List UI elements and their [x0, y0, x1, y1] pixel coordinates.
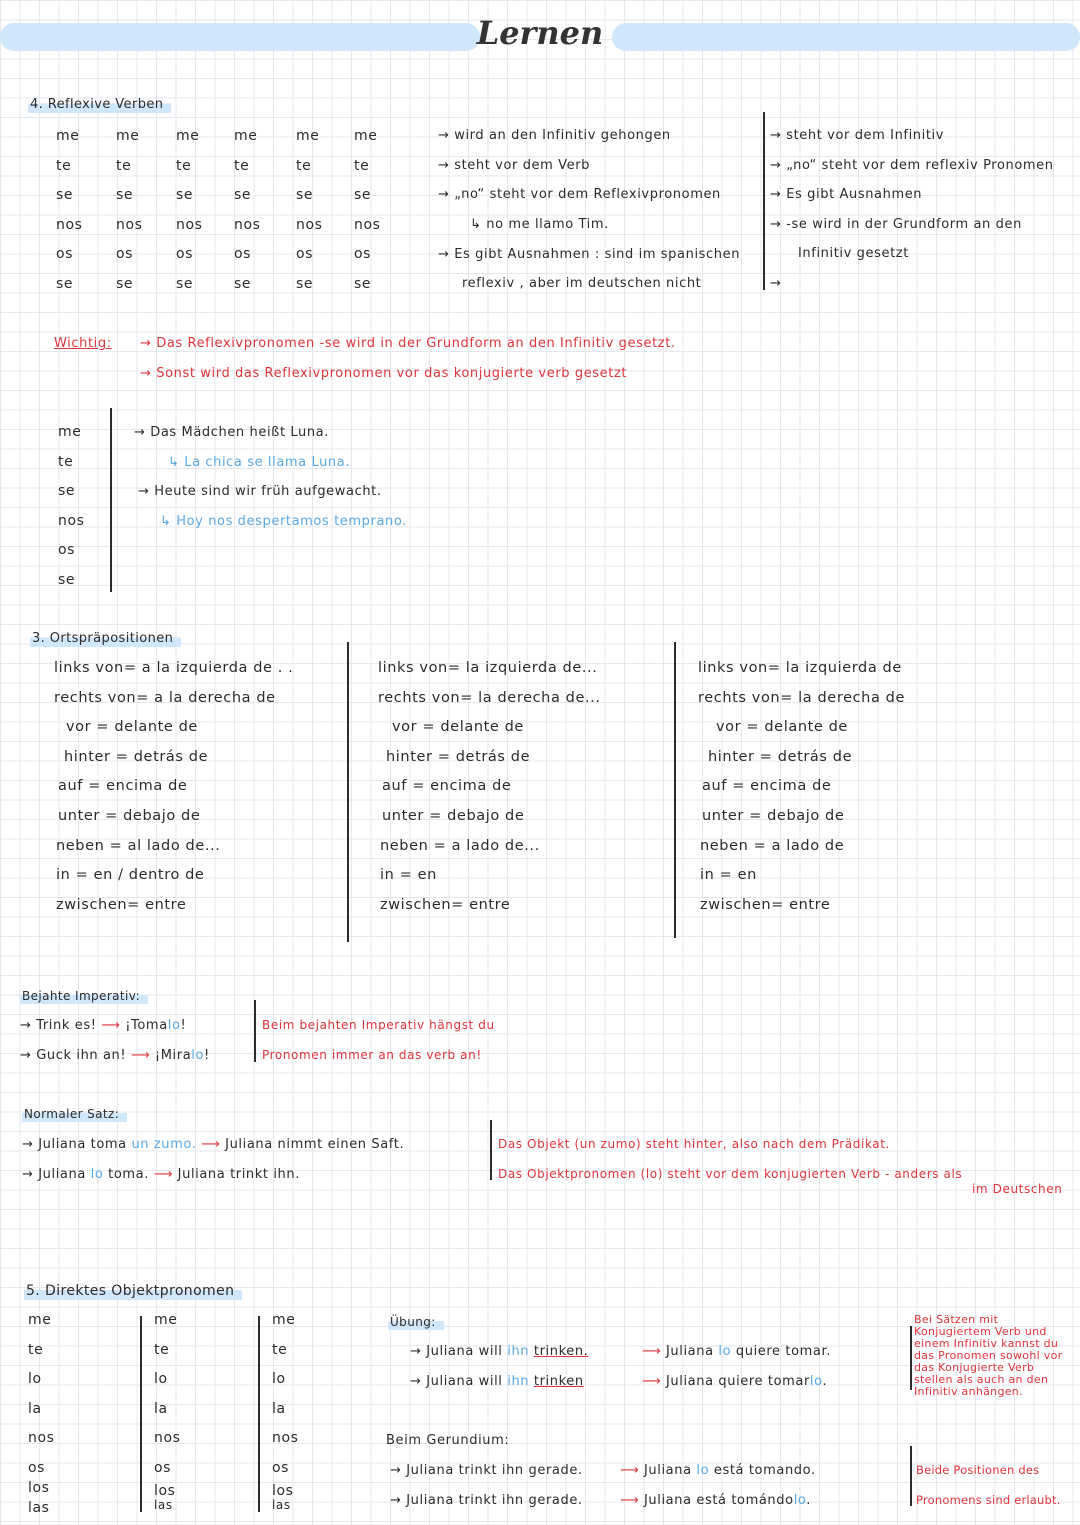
- orts-row: auf = encima de: [702, 778, 832, 795]
- normal-line-1: → Juliana toma un zumo. ⟶ Juliana nimmt einen Saft.: [22, 1137, 405, 1152]
- arrow-right-icon: →: [770, 276, 782, 291]
- pronoun: me: [354, 128, 378, 144]
- arrow-return-icon: ↳: [470, 217, 487, 232]
- gerund-divider: [910, 1446, 912, 1506]
- banner-right: [612, 23, 1080, 51]
- pronoun: los: [272, 1482, 294, 1499]
- orts-row: links von= la izquierda de...: [378, 660, 598, 676]
- pronoun: nos: [272, 1430, 299, 1447]
- orts-row: vor = delante de: [66, 719, 198, 736]
- gerund-line-1: → Juliana trinkt ihn gerade.: [390, 1463, 583, 1478]
- pronoun: los: [154, 1482, 176, 1499]
- gerund-note-2: Pronomens sind erlaubt.: [916, 1493, 1061, 1507]
- imperativ-line-1: → Trink es! ⟶ ¡Tomalo!: [20, 1018, 187, 1033]
- arrow-right-icon: →: [410, 1344, 427, 1359]
- arrow-right-icon: →: [390, 1463, 407, 1478]
- pronoun: os: [296, 246, 314, 263]
- example-es-1: ↳ La chica se llama Luna.: [168, 455, 351, 470]
- orts-divider-1: [347, 642, 349, 942]
- arrow-right-icon: →: [770, 128, 787, 143]
- arrow-right-icon: →: [438, 187, 455, 202]
- arrow-right-icon: ⟶: [130, 1048, 155, 1063]
- pronoun: la: [272, 1400, 286, 1417]
- wichtig-line-2: → Sonst wird das Reflexivpronomen vor das konjugierte verb gesetzt: [140, 366, 628, 381]
- pronoun: me: [272, 1312, 296, 1328]
- orts-row: rechts von= la derecha de...: [378, 689, 601, 706]
- imperativ-note-1: Beim bejahten Imperativ hängst du: [262, 1018, 495, 1032]
- imperativ-note-2: Pronomen immer an das verb an!: [262, 1048, 482, 1062]
- orts-row: vor = delante de: [392, 719, 524, 736]
- gerund-line-2: → Juliana trinkt ihn gerade.: [390, 1493, 583, 1508]
- pronoun: te: [28, 1341, 44, 1358]
- pronoun: las: [28, 1499, 50, 1516]
- note-line: → Es gibt Ausnahmen: [770, 187, 923, 202]
- arrow-right-icon: →: [438, 158, 455, 173]
- reflexive-col-4: [234, 122, 261, 300]
- gerund-line-1-result: ⟶ Juliana lo está tomando.: [620, 1463, 816, 1478]
- pronoun: te: [154, 1341, 170, 1358]
- arrow-right-icon: →: [138, 484, 155, 499]
- pronoun: os: [58, 542, 76, 559]
- gerund-note-1: Beide Positionen des: [916, 1463, 1040, 1477]
- note-line: → -se wird in der Grundform an den: [770, 217, 1022, 232]
- pronoun: os: [154, 1459, 172, 1476]
- direct-divider-1: [140, 1316, 142, 1512]
- arrow-right-icon: →: [140, 366, 157, 381]
- wichtig-line-1: → Das Reflexivpronomen -se wird in der Grundform an den Infinitiv gesetzt.: [140, 336, 676, 351]
- pronoun: se: [234, 187, 252, 204]
- note-line: → steht vor dem Infinitiv: [770, 128, 945, 143]
- pronoun: se: [176, 275, 194, 292]
- pronoun: se: [296, 275, 314, 292]
- note-line: reflexiv , aber im deutschen nicht: [462, 276, 702, 291]
- pronoun: me: [296, 128, 320, 144]
- pronoun: se: [56, 187, 74, 204]
- arrow-right-icon: →: [20, 1018, 37, 1033]
- uebung-line-2-result: ⟶ Juliana quiere tomarlo.: [642, 1374, 828, 1389]
- note-line: ↳ no me llamo Tim.: [470, 217, 609, 232]
- arrow-right-icon: ⟶: [620, 1493, 644, 1508]
- reflexive-example-pronouns: [58, 418, 85, 596]
- pronoun: me: [154, 1312, 178, 1328]
- orts-row: rechts von= a la derecha de: [54, 689, 276, 706]
- note-line: → steht vor dem Verb: [438, 158, 591, 173]
- pronoun: me: [56, 128, 80, 144]
- arrow-right-icon: →: [20, 1048, 37, 1063]
- example-de-2: → Heute sind wir früh aufgewacht.: [138, 484, 382, 499]
- pronoun: nos: [176, 216, 203, 233]
- orts-row: rechts von= la derecha de: [698, 689, 905, 706]
- arrow-return-icon: ↳: [168, 455, 185, 470]
- note-line: → wird an den Infinitiv gehongen: [438, 128, 671, 143]
- pronoun: te: [176, 157, 192, 174]
- pronoun: os: [56, 246, 74, 263]
- orts-row: hinter = detrás de: [386, 748, 531, 765]
- pronoun: lo: [28, 1371, 42, 1388]
- pronoun: os: [354, 246, 372, 263]
- orts-row: links von= la izquierda de: [698, 660, 902, 676]
- arrow-right-icon: ⟶: [642, 1374, 666, 1389]
- normal-heading: Normaler Satz:: [22, 1106, 127, 1122]
- pronoun: os: [116, 246, 134, 263]
- pronoun: os: [28, 1459, 46, 1476]
- orts-row: zwischen= entre: [56, 896, 187, 913]
- orts-row: zwischen= entre: [380, 896, 511, 913]
- pronoun: os: [234, 246, 252, 263]
- arrow-right-icon: →: [140, 336, 157, 351]
- orts-row: hinter = detrás de: [708, 748, 853, 765]
- pronoun: me: [234, 128, 258, 144]
- pronoun: nos: [56, 216, 83, 233]
- pronoun: os: [176, 246, 194, 263]
- page-title: Lernen: [476, 14, 604, 52]
- pronoun: te: [296, 157, 312, 174]
- reflexive-col-3: [176, 122, 203, 300]
- direct-divider-2: [258, 1316, 260, 1512]
- pronoun: me: [176, 128, 200, 144]
- orts-row: neben = a lado de...: [380, 837, 540, 854]
- orts-row: zwischen= entre: [700, 896, 831, 913]
- imperativ-divider: [254, 1000, 256, 1062]
- pronoun: se: [354, 187, 372, 204]
- direct-col-2: [154, 1306, 181, 1512]
- direct-heading: 5. Direktes Objektpronomen: [24, 1282, 242, 1300]
- orts-row: in = en / dentro de: [56, 867, 205, 884]
- arrow-right-icon: →: [770, 217, 787, 232]
- orts-col-1: [54, 654, 293, 920]
- orts-row: in = en: [380, 867, 437, 884]
- arrow-right-icon: ⟶: [620, 1463, 644, 1478]
- pronoun: te: [234, 157, 250, 174]
- reflexive-divider: [763, 112, 765, 290]
- pronoun: nos: [116, 216, 143, 233]
- pronoun: las: [154, 1497, 173, 1512]
- note-line: → „no“ steht vor dem reflexiv Pronomen: [770, 158, 1054, 173]
- pronoun: se: [116, 275, 134, 292]
- pronoun: la: [28, 1400, 42, 1417]
- arrow-right-icon: ⟶: [148, 1167, 178, 1182]
- pronoun: lo: [272, 1371, 286, 1388]
- pronoun: nos: [28, 1430, 55, 1447]
- orts-row: links von= a la izquierda de . .: [54, 660, 294, 676]
- orts-row: auf = encima de: [382, 778, 512, 795]
- pronoun: se: [58, 483, 76, 500]
- note-line: → Es gibt Ausnahmen : sind im spanischen: [438, 247, 741, 262]
- pronoun: se: [234, 275, 252, 292]
- banner-left: [0, 23, 480, 51]
- normal-note-1: Das Objekt (un zumo) steht hinter, also nach dem Prädikat.: [498, 1137, 890, 1151]
- orts-row: hinter = detrás de: [64, 748, 209, 765]
- pronoun: te: [116, 157, 132, 174]
- arrow-right-icon: →: [134, 425, 151, 440]
- uebung-line-1: → Juliana will ihn trinken.: [410, 1344, 589, 1359]
- pronoun: nos: [296, 216, 323, 233]
- example-de-1: → Das Mädchen heißt Luna.: [134, 425, 329, 440]
- reflexive-col-5: [296, 122, 323, 300]
- arrow-right-icon: ⟶: [642, 1344, 666, 1359]
- normal-line-2: → Juliana lo toma. ⟶ Juliana trinkt ihn.: [22, 1167, 300, 1182]
- orts-heading: 3. Ortspräpositionen: [30, 630, 181, 647]
- pronoun: me: [28, 1312, 52, 1328]
- orts-row: neben = a lado de: [700, 837, 845, 854]
- direct-col-1: [28, 1306, 55, 1518]
- gerund-line-2-result: ⟶ Juliana está tomándolo.: [620, 1493, 811, 1508]
- direct-col-3: [272, 1306, 299, 1512]
- normal-note-2: Das Objektpronomen (lo) steht vor dem konjugierten Verb - anders als: [498, 1167, 963, 1181]
- uebung-divider: [910, 1326, 912, 1390]
- uebung-note: Bei Sätzen mit Konjugiertem Verb und einem Infinitiv kannst du das Pronomen sowohl vor das Konjugierte Verb stellen als auch an den Infinitiv anhängen.: [914, 1313, 1063, 1398]
- pronoun: os: [272, 1459, 290, 1476]
- imperativ-line-2: → Guck ihn an! ⟶ ¡Miralo!: [20, 1048, 210, 1063]
- arrow-right-icon: →: [390, 1493, 407, 1508]
- uebung-label: Übung:: [388, 1314, 444, 1330]
- orts-row: unter = debajo de: [702, 807, 845, 824]
- wichtig-label: Wichtig:: [54, 336, 112, 351]
- pronoun: se: [56, 275, 74, 292]
- note-line: → „no“ steht vor dem Reflexivpronomen: [438, 187, 721, 202]
- gerund-heading: Beim Gerundium:: [386, 1433, 510, 1448]
- pronoun: te: [56, 157, 72, 174]
- reflexive-col-1: [56, 122, 83, 300]
- pronoun: se: [58, 571, 76, 588]
- arrow-right-icon: →: [410, 1374, 427, 1389]
- pronoun: se: [354, 275, 372, 292]
- arrow-return-icon: ↳: [160, 514, 177, 529]
- arrow-right-icon: →: [22, 1137, 39, 1152]
- orts-row: in = en: [700, 867, 757, 884]
- arrow-right-icon: →: [438, 128, 455, 143]
- arrow-right-icon: →: [770, 158, 787, 173]
- orts-row: unter = debajo de: [382, 807, 525, 824]
- uebung-line-2: → Juliana will ihn trinken: [410, 1374, 584, 1389]
- pronoun: nos: [354, 216, 381, 233]
- orts-col-3: [698, 654, 905, 920]
- pronoun: te: [354, 157, 370, 174]
- arrow-right-icon: →: [438, 247, 455, 262]
- example-es-2: ↳ Hoy nos despertamos temprano.: [160, 514, 407, 529]
- arrow-right-icon: ⟶: [101, 1018, 126, 1033]
- pronoun: nos: [234, 216, 261, 233]
- normal-note-3: im Deutschen: [972, 1182, 1063, 1196]
- pronoun: las: [272, 1497, 291, 1512]
- note-line: Infinitiv gesetzt: [798, 246, 909, 261]
- orts-row: unter = debajo de: [58, 807, 201, 824]
- reflexive-col-2: [116, 122, 143, 300]
- pronoun: te: [58, 453, 74, 470]
- pronoun: la: [154, 1400, 168, 1417]
- normal-divider: [490, 1120, 492, 1180]
- orts-col-2: [378, 654, 601, 920]
- orts-row: neben = al lado de...: [56, 837, 221, 854]
- pronoun: se: [116, 187, 134, 204]
- pronoun: nos: [154, 1430, 181, 1447]
- orts-divider-2: [674, 642, 676, 938]
- orts-row: auf = encima de: [58, 778, 188, 795]
- arrow-right-icon: →: [770, 187, 787, 202]
- pronoun: lo: [154, 1371, 168, 1388]
- pronoun: nos: [58, 512, 85, 529]
- arrow-right-icon: →: [22, 1167, 39, 1182]
- reflexive-example-divider: [110, 408, 112, 592]
- imperativ-heading: Bejahte Imperativ:: [20, 988, 148, 1004]
- pronoun: se: [296, 187, 314, 204]
- uebung-line-1-result: ⟶ Juliana lo quiere tomar.: [642, 1344, 831, 1359]
- pronoun: los: [28, 1479, 50, 1496]
- arrow-right-icon: ⟶: [196, 1137, 226, 1152]
- reflexive-heading: 4. Reflexive Verben: [28, 96, 171, 113]
- pronoun: me: [116, 128, 140, 144]
- pronoun: se: [176, 187, 194, 204]
- pronoun: me: [58, 424, 82, 440]
- reflexive-col-6: [354, 122, 381, 300]
- pronoun: te: [272, 1341, 288, 1358]
- orts-row: vor = delante de: [716, 719, 848, 736]
